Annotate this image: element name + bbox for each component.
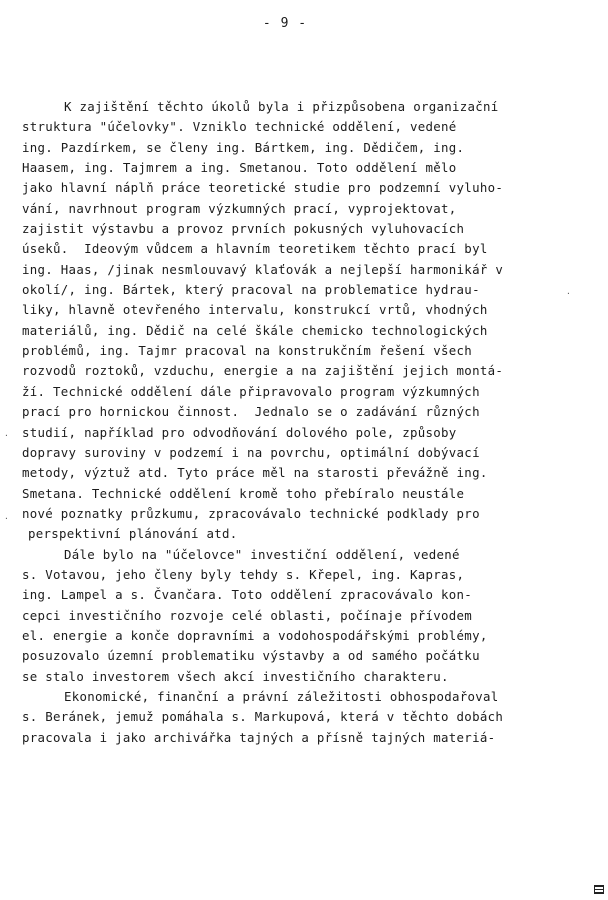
text-line: Haasem, ing. Tajmrem a ing. Smetanou. Toto oddělení mělo (22, 160, 457, 176)
text-line: ží. Technické oddělení dále připravovalo program výzkumných (22, 383, 480, 399)
page-number: - 9 - (262, 16, 308, 31)
text-line: materiálů, ing. Dědič na celé škále chemicko technologických (22, 322, 488, 338)
text-line: studií, například pro odvodňování dolového pole, způsoby (22, 424, 457, 440)
text-line: ing. Pazdírkem, se členy ing. Bártkem, ing. Dědičem, ing. (22, 139, 465, 155)
text-line: perspektivní plánování atd. (28, 526, 238, 542)
text-line: metody, výztuž atd. Tyto práce měl na starosti převážně ing. (22, 465, 488, 481)
text-line: Dále bylo na "účelovce" investiční oddělení, vedené (64, 546, 460, 562)
scan-speck: · (566, 289, 571, 298)
scan-speck: · (4, 514, 9, 523)
text-line: struktura "účelovky". Vzniklo technické oddělení, vedené (22, 119, 457, 135)
text-line: s. Beránek, jemuž pomáhala s. Markupová, která v těchto dobách (22, 709, 504, 725)
text-line: prací pro hornickou činnost. Jednalo se o zadávání různých (22, 404, 480, 420)
text-line: Ekonomické, finanční a právní záležitosti obhospodařoval (64, 688, 499, 704)
body-text (22, 97, 582, 748)
scan-speck: · (4, 431, 9, 440)
document-icon (594, 885, 604, 894)
text-line: dopravy suroviny v podzemí i na povrchu, optimální dobývací (22, 444, 480, 460)
text-line: K zajištění těchto úkolů byla i přizpůsobena organizační (64, 99, 499, 114)
text-line: rozvodů roztoků, vzduchu, energie a na zajištění jejich montá- (22, 363, 504, 379)
text-line: ing. Lampel a s. Čvančara. Toto oddělení zpracovávalo kon- (22, 587, 473, 603)
text-line: pracovala i jako archivářka tajných a přísně tajných materiá- (22, 729, 496, 745)
text-line: jako hlavní náplň práce teoretické studie pro podzemní vyluho- (22, 180, 504, 196)
text-line: ing. Haas, /jinak nesmlouvavý klaťovák a nejlepší harmonikář v (22, 261, 504, 277)
text-line: cepci investičního rozvoje celé oblasti, počínaje přívodem (22, 607, 473, 623)
text-line: úseků. Ideovým vůdcem a hlavním teoretikem těchto prací byl (22, 241, 488, 257)
text-line: el. energie a konče dopravními a vodohospodářskými problémy, (22, 627, 488, 643)
text-line: problémů, ing. Tajmr pracoval na konstrukčním řešení všech (22, 343, 473, 359)
text-line: se stalo investorem všech akcí investičního charakteru. (22, 668, 449, 684)
text-line: Smetana. Technické oddělení kromě toho přebíralo neustále (22, 485, 465, 501)
text-line: vání, navrhnout program výzkumných prací, vyprojektovat, (22, 200, 457, 216)
text-line: nové poznatky průzkumu, zpracovávalo technické podklady pro (22, 505, 480, 521)
text-line: liky, hlavně otevřeného intervalu, konstrukcí vrtů, vhodných (22, 302, 488, 318)
text-line: posuzovalo územní problematiku výstavby a od samého počátku (22, 648, 480, 664)
text-line: zajistit výstavbu a provoz prvních pokusných vyluhovacích (22, 221, 465, 237)
text-line: okolí/, ing. Bártek, který pracoval na problematice hydrau- (22, 282, 480, 298)
text-line: s. Votavou, jeho členy byly tehdy s. Křepel, ing. Kapras, (22, 566, 465, 582)
